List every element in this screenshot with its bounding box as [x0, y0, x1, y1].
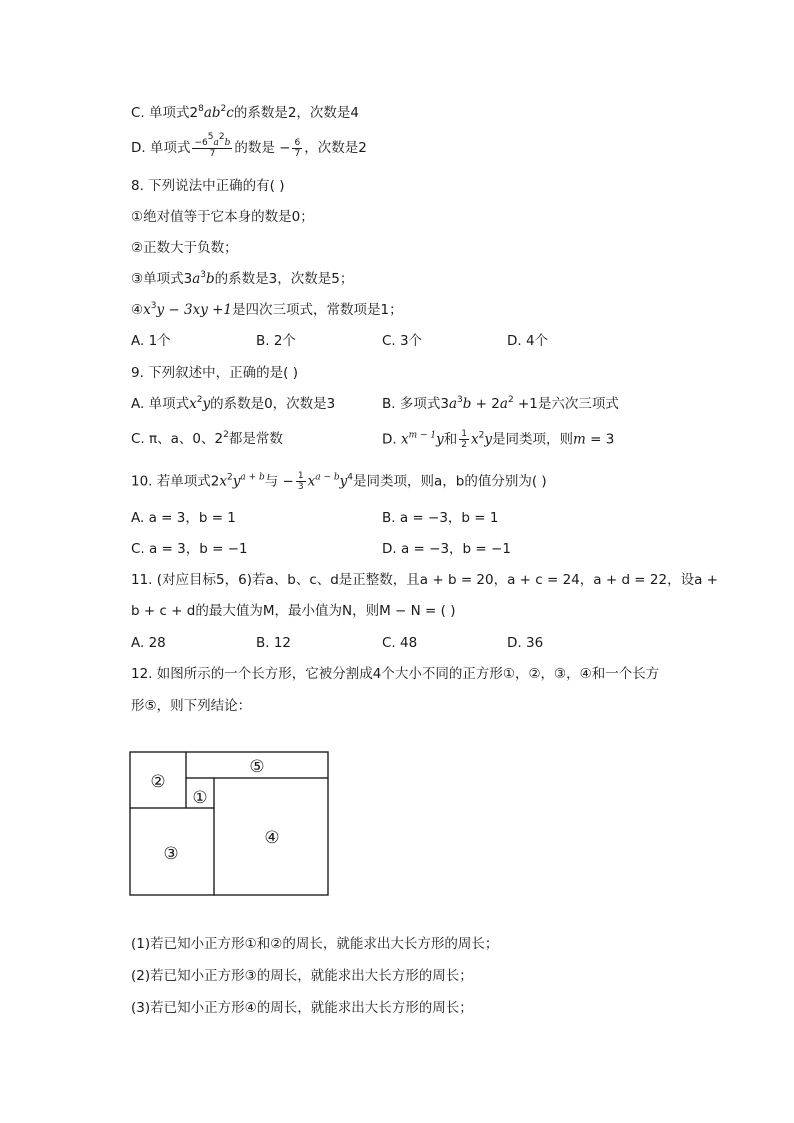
- fraction: $\frac{-6^5a^2b}{7}$: [194, 132, 231, 159]
- q12-conclusion-3: (3)若已知小正方形④的周长，就能求出大长方形的周长；: [131, 1000, 473, 1016]
- q8-option-c: C. 3个: [382, 333, 423, 349]
- q9-option-b: B. 多项式$3a^3b + 2a^2 +1$是六次三项式: [382, 395, 619, 412]
- label-4: ④: [264, 828, 280, 848]
- q10-option-a: A. a = 3，b = 1: [131, 510, 236, 526]
- q11-stem-line-1: 11. (对应目标5，6)若a、b、c、d是正整数，且a + b = 20，a + c = 24，a + d = 22，设a +: [131, 572, 718, 588]
- q8-statement-3: ③单项式$3a^3b$的系数是3，次数是5；: [131, 270, 354, 287]
- q8-option-b: B. 2个: [256, 333, 296, 349]
- q10-option-d: D. a = −3，b = −1: [382, 541, 511, 557]
- q12-conclusion-1: (1)若已知小正方形①和②的周长，就能求出大长方形的周长；: [131, 936, 499, 952]
- q9-option-d: D. $x^{m - 1}y$和 $\frac{1}{2}$ $x^2y$是同类项，则m = 3: [382, 429, 615, 450]
- q9-stem: 9. 下列叙述中，正确的是( ): [131, 365, 298, 381]
- q12-stem-line-1: 12. 如图所示的一个长方形，它被分割成4个大小不同的正方形①，②，③，④和一个长方: [131, 666, 660, 682]
- rectangle-division-figure: [128, 750, 333, 900]
- q9-option-a: A. 单项式$x^2y$的系数是0，次数是3: [131, 395, 336, 412]
- q8-option-a: A. 1个: [131, 333, 171, 349]
- fraction: $\frac{1}{3}$: [297, 471, 304, 492]
- q11-option-d: D. 36: [507, 635, 544, 651]
- q12-stem-line-2: 形⑤，则下列结论：: [131, 698, 252, 714]
- q8-option-d: D. 4个: [507, 333, 549, 349]
- q10-option-b: B. a = −3，b = 1: [382, 510, 499, 526]
- label-3: ③: [163, 844, 179, 864]
- q11-option-c: C. 48: [382, 635, 418, 651]
- label-2: ②: [150, 772, 166, 792]
- q7-option-d: D. 单项式 $\frac{-6^5a^2b}{7}$ 的数是 − $\frac{6}{7}$ ，次数是2: [131, 132, 367, 159]
- label-1: ①: [192, 788, 208, 808]
- fraction: $\frac{6}{7}$: [294, 137, 301, 159]
- fraction: $\frac{1}{2}$: [461, 429, 468, 450]
- q10-option-c: C. a = 3，b = −1: [131, 541, 248, 557]
- q7-option-c: C. 单项式$2^8ab^2c$的系数是2，次数是4: [131, 104, 360, 121]
- q8-statement-2: ②正数大于负数；: [131, 240, 238, 256]
- q8-stem: 8. 下列说法中正确的有( ): [131, 178, 285, 194]
- label-5: ⑤: [249, 757, 265, 777]
- q12-conclusion-2: (2)若已知小正方形③的周长，就能求出大长方形的周长；: [131, 968, 473, 984]
- q10-stem: 10. 若单项式$2x^2y^{a + b}$与 − $\frac{1}{3}$ $x^{a - b}y^4$是同类项，则a，b的值分别为( ): [131, 471, 547, 492]
- q8-statement-4: $④x^3y - 3xy +1$是四次三项式，常数项是1；: [131, 301, 403, 318]
- q11-stem-line-2: b + c + d的最大值为M，最小值为N，则M − N = ( ): [131, 603, 456, 619]
- q11-option-a: A. 28: [131, 635, 166, 651]
- q8-statement-1: ①绝对值等于它本身的数是0；: [131, 209, 314, 225]
- q11-option-b: B. 12: [256, 635, 292, 651]
- q9-option-c: C. π、a、0、$2^2$都是常数: [131, 430, 283, 447]
